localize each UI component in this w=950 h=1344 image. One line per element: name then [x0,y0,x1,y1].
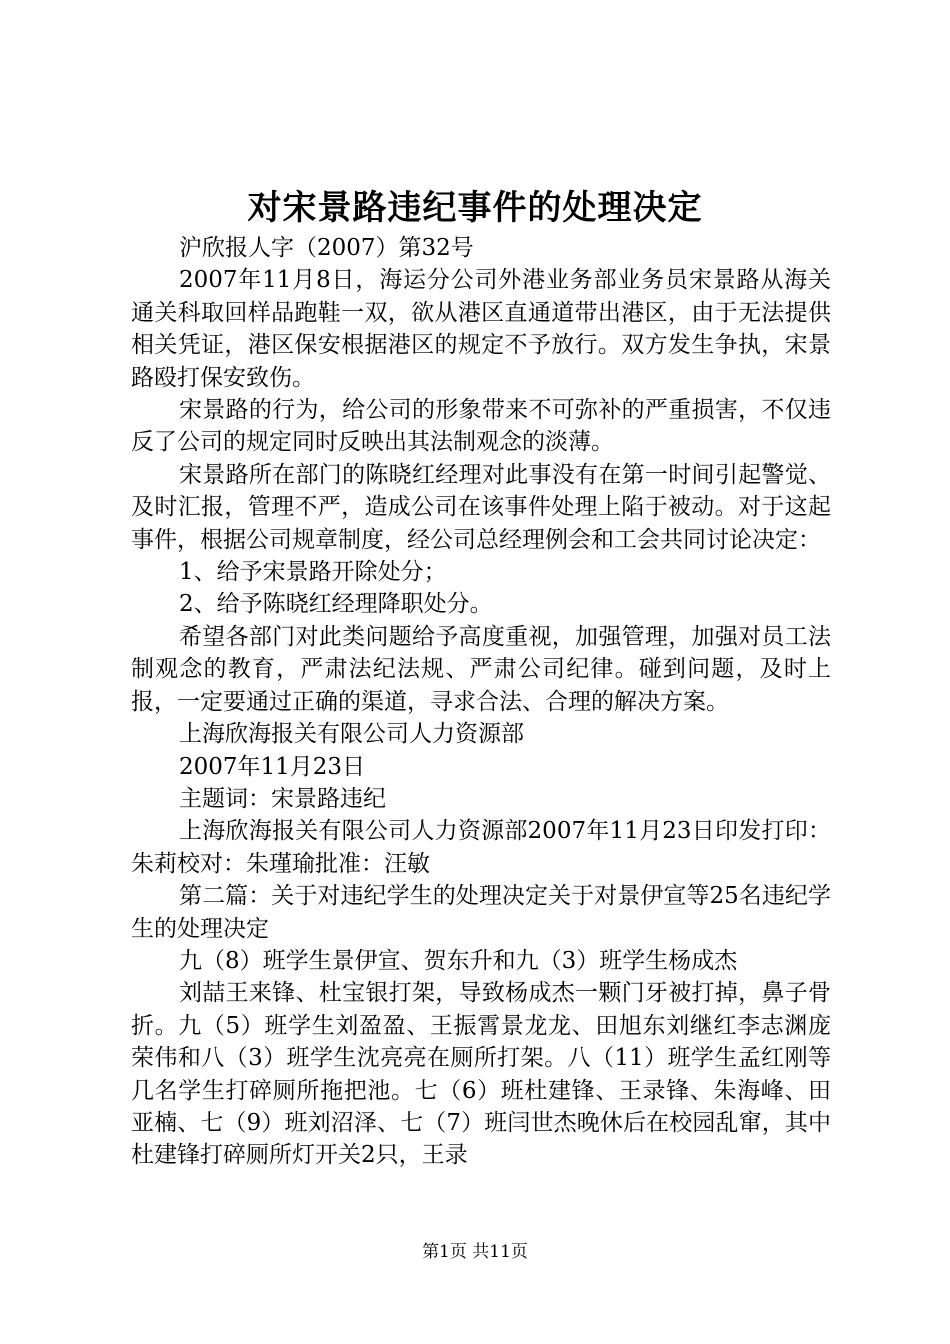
issuer: 上海欣海报关有限公司人力资源部 [179,721,524,748]
paragraph-incident: 2007年11月8日，海运分公司外港业务部业务员宋景路从海关通关科取回样品跑鞋一双，欲从港区直通道带出港区，由于无法提供相关凭证，港区保安根据港区的规定不予放行。双方发生争执，宋景路殴打保安致伤。 [131,267,831,391]
second-article-heading: 第二篇：关于对违纪学生的处理决定关于对景伊宣等25名违纪学生的处理决定 [131,883,831,942]
paragraph-impact: 宋景路的行为，给公司的形象带来不可弥补的严重损害，不仅违反了公司的规定同时反映出其法制观念的淡薄。 [131,397,831,456]
subject-keywords: 主题词：宋景路违纪 [179,785,386,812]
paragraph-requirement: 希望各部门对此类问题给予高度重视，加强管理，加强对员工法制观念的教育，严肃法纪法规、严肃公司纪律。碰到问题，及时上报，一定要通过正确的渠道，寻求合法、合理的解决方案。 [131,623,831,715]
decision-item-1: 1、给予宋景路开除处分； [179,559,447,586]
print-info: 上海欣海报关有限公司人力资源部2007年11月23日印发打印：朱莉校对：朱瑾瑜批准：汪敏 [131,818,831,877]
page-footer: 第1页 共11页 [422,1242,528,1262]
document-title: 对宋景路违纪事件的处理决定 [247,188,703,228]
issue-date: 2007年11月23日 [179,753,366,780]
decision-item-2: 2、给予陈晓红经理降职处分。 [179,591,493,618]
document-body [131,232,831,1172]
second-article-paragraph-2: 刘喆王来锋、杜宝银打架，导致杨成杰一颗门牙被打掉，鼻子骨折。九（5）班学生刘盈盈、王振霄景龙龙、田旭东刘继红李志渊庞荣伟和八（3）班学生沈亮亮在厕所打架。八（11）班学生孟红刚等几名学生打碎厕所拖把池。七（6）班杜建锋、王录锋、朱海峰、田亚楠、七（9）班刘沼泽、七（7）班闫世杰晚休后在校园乱窜，其中杜建锋打碎厕所灯开关2只，王录 [131,980,831,1169]
paragraph-manager: 宋景路所在部门的陈晓红经理对此事没有在第一时间引起警觉、及时汇报，管理不严，造成公司在该事件处理上陷于被动。对于这起事件，根据公司规章制度，经公司总经理例会和工会共同讨论决定： [131,461,831,553]
second-article-paragraph-1: 九（8）班学生景伊宣、贺东升和九（3）班学生杨成杰 [179,947,738,974]
document-number: 沪欣报人字（2007）第32号 [179,235,474,261]
